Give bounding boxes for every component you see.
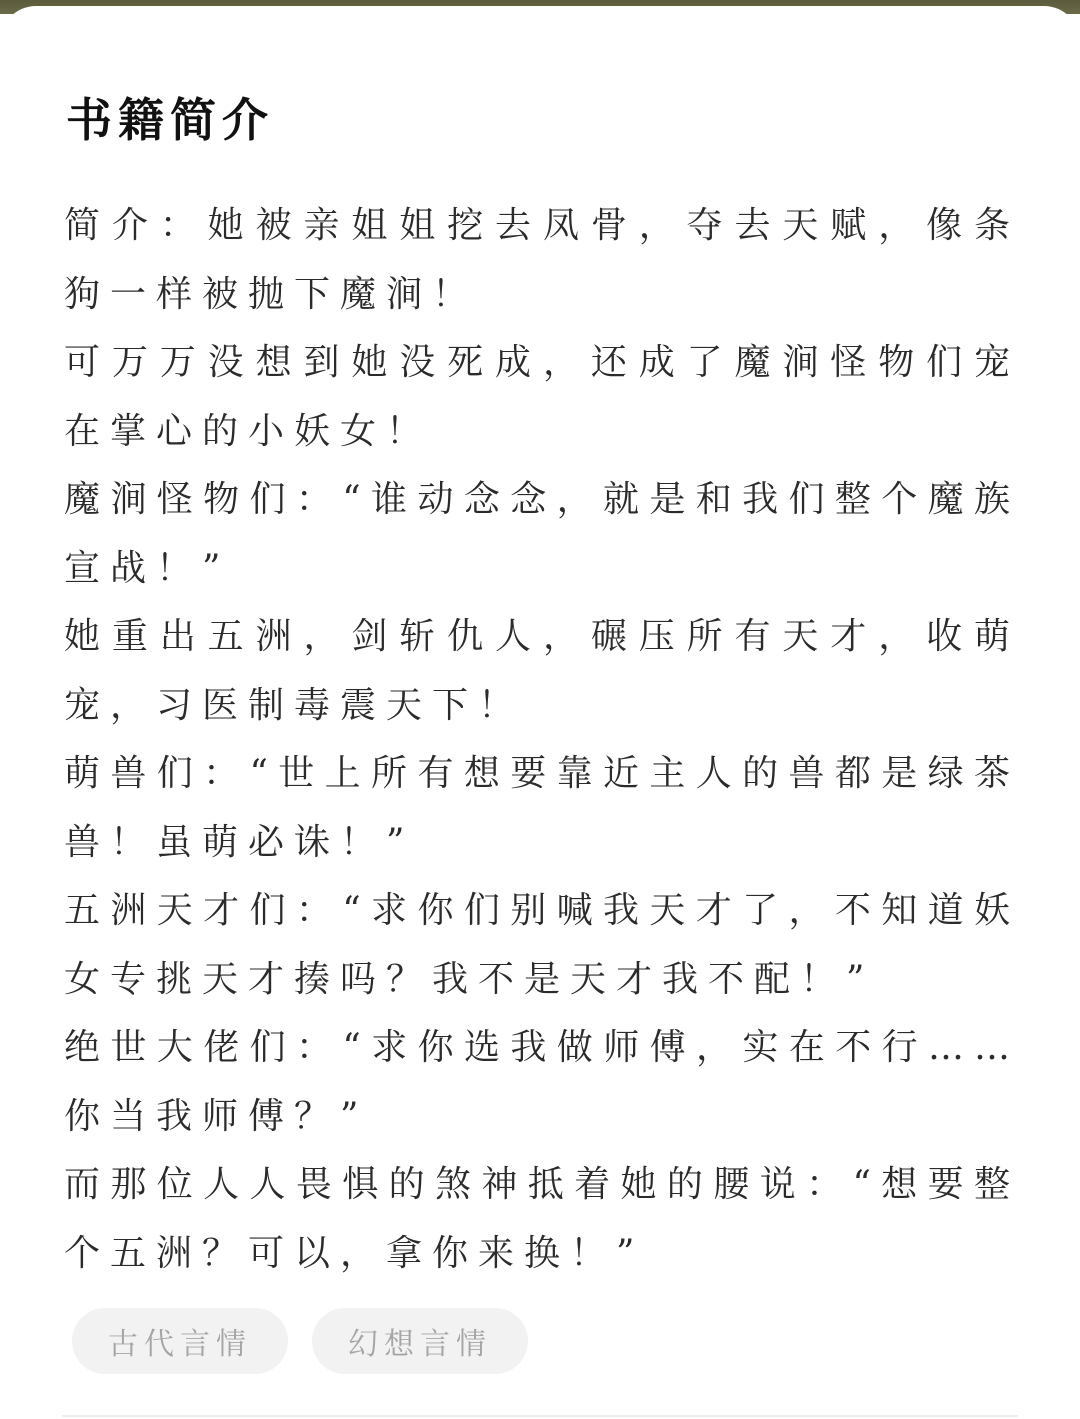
section-title: 书籍简介 <box>66 93 274 147</box>
synopsis-text <box>64 192 1020 1288</box>
synopsis-paragraph: 绝世大佬们：“求你选我做师傅，实在不行……你当我师傅？” <box>64 1027 1020 1137</box>
synopsis-paragraph: 萌兽们：“世上所有想要靠近主人的兽都是绿茶兽！虽萌必诛！” <box>64 753 1020 863</box>
tag-fantasy-romance[interactable]: 幻想言情 <box>312 1308 528 1374</box>
synopsis-paragraph: 简介：她被亲姐姐挖去凤骨，夺去天赋，像条狗一样被抛下魔涧！ <box>64 205 1020 315</box>
tag-ancient-romance[interactable]: 古代言情 <box>72 1308 288 1374</box>
book-intro-card <box>0 6 1080 1419</box>
synopsis-paragraph: 而那位人人畏惧的煞神抵着她的腰说：“想要整个五洲？可以，拿你来换！” <box>64 1164 1020 1274</box>
synopsis-paragraph: 可万万没想到她没死成，还成了魔涧怪物们宠在掌心的小妖女！ <box>64 342 1020 452</box>
genre-tags <box>72 1308 528 1374</box>
synopsis-paragraph: 她重出五洲，剑斩仇人，碾压所有天才，收萌宠，习医制毒震天下！ <box>64 616 1020 726</box>
divider <box>62 1415 1018 1417</box>
synopsis-paragraph: 五洲天才们：“求你们别喊我天才了，不知道妖女专挑天才揍吗？我不是天才我不配！” <box>64 890 1020 1000</box>
synopsis-paragraph: 魔涧怪物们：“谁动念念，就是和我们整个魔族宣战！” <box>64 479 1020 589</box>
